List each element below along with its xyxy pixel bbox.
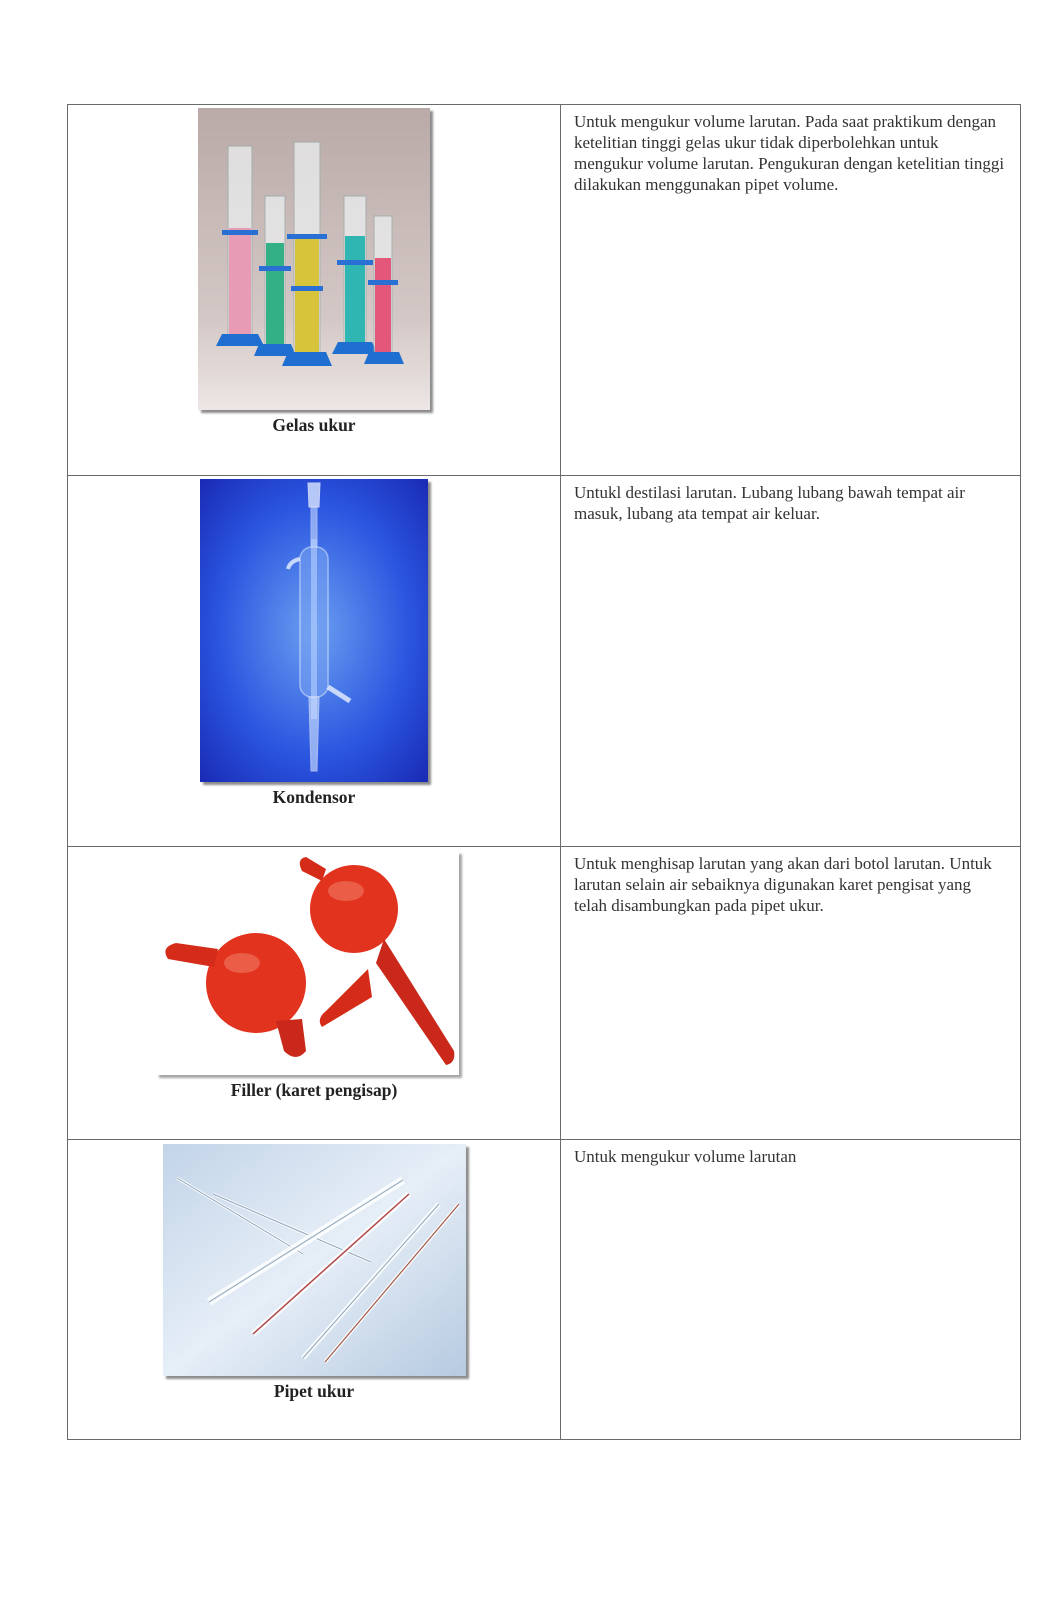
description-cell bbox=[561, 1140, 1021, 1440]
description-cell bbox=[561, 476, 1021, 847]
image-cell bbox=[68, 476, 561, 847]
item-description: Untuk menghisap larutan yang akan dari botol larutan. Untuk larutan selain air sebaiknya digunakan karet pengisat yang telah disambungkan pada pipet ukur. bbox=[574, 854, 992, 915]
description-cell bbox=[561, 105, 1021, 476]
item-caption: Kondensor bbox=[272, 787, 356, 807]
image-cell bbox=[68, 847, 561, 1140]
item-description: Untuk mengukur volume larutan bbox=[574, 1147, 797, 1166]
item-caption: Filler (karet pengisap) bbox=[230, 1080, 398, 1100]
table-row bbox=[68, 105, 1021, 476]
table-row bbox=[68, 476, 1021, 847]
table-row bbox=[68, 847, 1021, 1140]
equipment-table bbox=[67, 104, 1021, 1440]
description-cell bbox=[561, 847, 1021, 1140]
graduated-cylinders-photo bbox=[198, 108, 430, 410]
condenser-photo bbox=[200, 479, 428, 782]
item-caption: Gelas ukur bbox=[272, 415, 356, 435]
item-caption: Pipet ukur bbox=[273, 1381, 355, 1401]
graduated-pipettes-photo bbox=[163, 1144, 466, 1376]
image-cell bbox=[68, 105, 561, 476]
image-cell bbox=[68, 1140, 561, 1440]
item-description: Untuk mengukur volume larutan. Pada saat praktikum dengan ketelitian tinggi gelas ukur tidak diperbolehkan untuk mengukur volume larutan. Pengukuran dengan ketelitian tinggi dilakukan menggunakan pipet volume. bbox=[574, 112, 1005, 194]
table-row bbox=[68, 1140, 1021, 1440]
pipette-filler-bulb-photo bbox=[156, 851, 459, 1075]
item-description: Untukl destilasi larutan. Lubang lubang bawah tempat air masuk, lubang ata tempat air keluar. bbox=[574, 483, 965, 523]
